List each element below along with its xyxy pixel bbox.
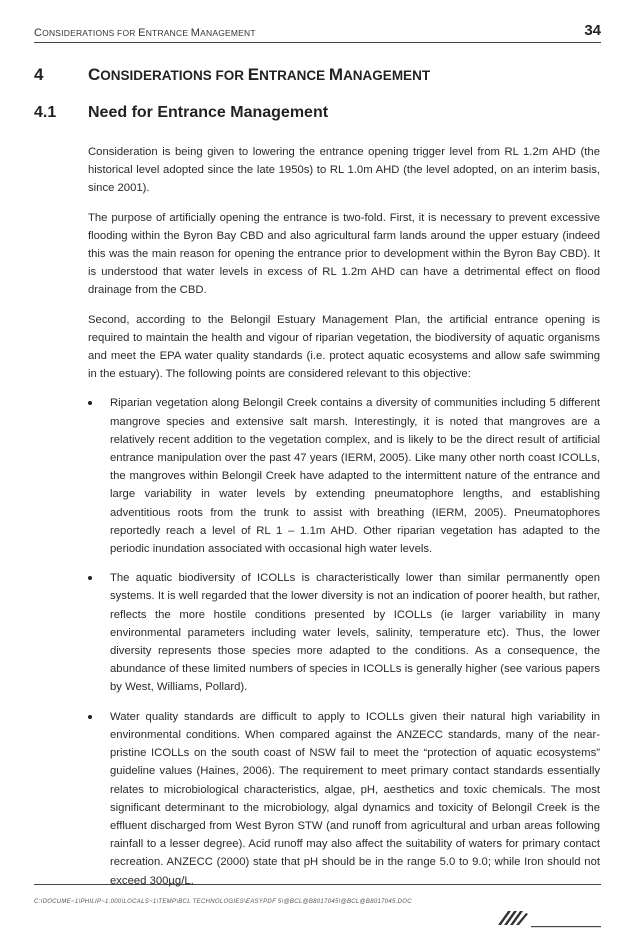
company-logo-icon (496, 909, 530, 927)
title-part: E (247, 65, 260, 84)
title-part: NTRANCE (259, 68, 329, 83)
list-item-text: Water quality standards are difficult to apply to ICOLLs given their natural high variability in environmental conditions. When compared against the ANZECC standards, many of the near-pristine ICOLLs on the south coast of NSW fail to meet the “protection of aquatic ecosystems” guideline values (Haines, 2006). The requirement to meet primary contact standards essentially relates to microbiological characteristics, algae, pH, aesthetics and toxic chemicals. The most significant determinant to the microbiology, algal dynamics and toxicity of Belongil Creek is the effluent discharged from West Byron STW (and runoff from agricultural and urban areas following rainfall to a lesser degree). Acid runoff may also affect the suitability of waters for primary contact recreation. ANZECC (2000) state that pH should be in the range 5.0 to 9.0; while Iron should not exceed 300µg/L. (110, 710, 600, 887)
paragraph: Consideration is being given to lowering the entrance opening trigger level from RL 1.2m AHD (the historical level adopted since the late 1950s) to RL 1.0m AHD (the level adopted, on an interim basis, since 2001). (88, 146, 600, 195)
logo-wordmark-icon (531, 925, 601, 929)
paragraph: Second, according to the Belongil Estuary Management Plan, the artificial entrance opening is required to maintain the health and vigour of riparian vegetation, the biodiversity of aquatic organisms and meet the EPA water quality standards (i.e. protect aquatic ecosystems and allow safe swimming in the estuary). The following points are considered relevant to this objective: (88, 313, 600, 381)
title-part: M (190, 27, 201, 39)
section-title (88, 65, 430, 85)
bullet-list (88, 394, 600, 889)
subsection-number: 4.1 (34, 104, 57, 121)
bullet-icon (88, 401, 92, 405)
list-item (88, 569, 600, 696)
page-header (34, 22, 601, 43)
title-part: ANAGEMENT (200, 28, 256, 38)
body-text (88, 143, 600, 901)
page-number: 34 (584, 22, 601, 39)
file-path: C:\DOCUME~1\PHILIP~1.000\LOCALS~1\TEMP\BCL TECHNOLOGIES\EASYPDF 5\@BCL@B8017045\@BCL@B8017045.DOC (34, 899, 412, 905)
title-part: ONSIDERATIONS FOR (42, 28, 139, 38)
subsection-title: Need for Entrance Management (88, 104, 329, 121)
list-item-text: The aquatic biodiversity of ICOLLs is characteristically lower than similar permanently open systems. It is well regarded that the lower diversity is not an indication of poorer health, but rather, reflects the more hostile conditions presented by ICOLLs (ie larger variability in many environmental parameters including water levels, salinity, temperature etc). Thus, the lower diversity represents those species more adapted to the conditions. As a consequence, the abundance of these limited numbers of species in ICOLLs is generally higher (see various papers by West, Williams, Pollard). (110, 572, 600, 694)
bullet-icon (88, 576, 92, 580)
bullet-icon (88, 715, 92, 719)
title-part: NTRANCE (145, 28, 191, 38)
page-footer (34, 884, 601, 905)
title-part: M (328, 65, 344, 84)
list-item (88, 708, 600, 890)
title-part: C (34, 27, 43, 39)
title-part: ANAGEMENT (343, 68, 431, 83)
title-part: ONSIDERATIONS FOR (100, 68, 248, 83)
title-part: E (138, 27, 146, 39)
paragraph: The purpose of artificially opening the entrance is two-fold. First, it is necessary to prevent excessive flooding within the Byron Bay CBD and also agricultural farm lands around the upper estuary (indeed this was the main reason for opening the entrance prior to development within the Byron Bay CBD). It is understood that water levels in excess of RL 1.2m AHD can have a detrimental effect on flood drainage from the CBD. (88, 211, 600, 297)
running-header-title (34, 27, 256, 39)
title-part: C (88, 65, 101, 84)
list-item-text: Riparian vegetation along Belongil Creek contains a diversity of communities including 5 different mangrove species and extensive salt marsh. Interestingly, it is noted that mangroves are a relatively recent addition to the vegetation complex, and is likely to be the direct result of artificial entrance manipulation over the past 47 years (IERM, 2005). Like many other north coast ICOLLs, the mangroves within Belongil Creek have adapted to the intermittent nature of the entrance and large variability in water levels by extending pneumatophore lengths, and establishing adventitious roots from the trunk to assist with breathing (IERM, 2005). Pneumatophores reportedly reach a level of RL 1 – 1.1m AHD. Other riparian vegetation has adapted to the periodic inundation associated with occasional high water levels. (110, 397, 600, 556)
section-number: 4 (34, 65, 44, 84)
list-item (88, 394, 600, 558)
